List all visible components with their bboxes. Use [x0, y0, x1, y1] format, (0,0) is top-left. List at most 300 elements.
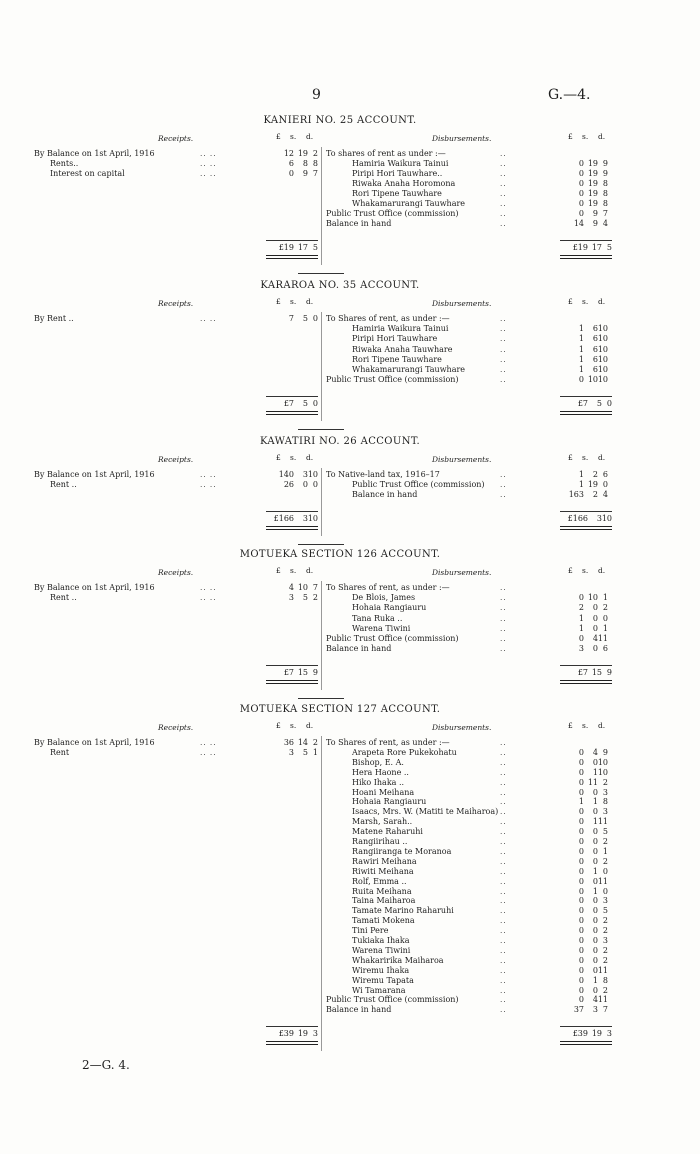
amount — [560, 593, 608, 603]
amount-pounds: 0 — [578, 375, 584, 385]
disbursement-label: Wiremu Ihaka — [352, 965, 410, 975]
disbursement-row — [0, 314, 700, 324]
amount — [560, 946, 608, 956]
disbursements-header: Disbursements. — [432, 299, 492, 308]
disbursement-label: Arapeta Rore Pukekohatu — [352, 747, 457, 757]
total-rule-left — [266, 396, 318, 397]
amount-pounds: 0 — [578, 955, 584, 965]
amount — [560, 738, 608, 748]
disbursement-row — [0, 490, 700, 500]
leader-dots: ․․ — [500, 867, 507, 876]
disbursement-row — [0, 887, 700, 897]
amount-pence: 11 — [597, 965, 608, 975]
amount — [560, 1005, 608, 1015]
leader-dots: ․․ — [500, 996, 507, 1005]
amount-pence: 2 — [602, 856, 608, 866]
amount — [560, 355, 608, 365]
amount-pounds: 0 — [578, 975, 584, 985]
double-rule-left — [266, 1041, 318, 1045]
leader-dots: ․․ — [500, 150, 507, 158]
amount-pounds: 3 — [288, 747, 294, 757]
amount — [560, 807, 608, 817]
disbursement-row — [0, 480, 700, 490]
disbursement-label: Riwaka Anaha Horomona — [352, 179, 456, 188]
pence-label: d. — [598, 132, 606, 141]
disbursement-row — [0, 209, 700, 219]
leader-dots: ․․ — [500, 170, 507, 178]
leader-dots: ․․ — [500, 758, 507, 767]
amount-pounds: 0 — [578, 827, 584, 837]
leader-dots: ․․ — [500, 808, 507, 817]
disbursement-row — [0, 797, 700, 807]
amount-pounds: 0 — [578, 817, 584, 827]
amount-pence: 3 — [606, 1029, 612, 1039]
amount-pounds: 1 — [578, 623, 584, 633]
disbursement-label: To Shares of rent, as under :— — [326, 583, 450, 592]
disbursements-header: Disbursements. — [432, 134, 492, 143]
disbursement-label: Whakaririka Maiharoa — [352, 955, 444, 965]
amount — [560, 490, 608, 500]
double-rule-right — [560, 411, 612, 415]
amount — [560, 634, 608, 644]
total-rule-right — [560, 511, 612, 512]
amount-shillings: 19 — [297, 1029, 308, 1039]
disbursement-label: Rangiirihau .. — [352, 837, 408, 846]
disbursement-row — [0, 896, 700, 906]
leader-dots: ․․ — [500, 976, 507, 985]
disbursement-row — [0, 169, 700, 179]
leader-dots: ․․ ․․ — [200, 481, 217, 489]
disbursement-row — [0, 593, 700, 603]
amount — [560, 243, 612, 253]
leader-dots: ․․ — [500, 828, 507, 837]
disbursement-label: Wiremu Tapata — [352, 975, 414, 985]
leader-dots: ․․ — [500, 966, 507, 975]
amount — [266, 514, 318, 524]
amount-pounds: 0 — [578, 189, 584, 198]
disbursement-row — [0, 966, 700, 976]
amount — [560, 614, 608, 624]
leader-dots: ․․ — [500, 200, 507, 208]
receipts-header: Receipts. — [158, 723, 194, 732]
disbursement-row — [0, 149, 700, 159]
pound-label: £ — [276, 566, 281, 575]
disbursement-row — [0, 936, 700, 946]
amount-pence: 10 — [597, 375, 608, 385]
amount — [560, 797, 608, 807]
amount — [560, 149, 608, 159]
disbursement-row — [0, 877, 700, 887]
total-rule-right — [560, 1026, 612, 1027]
disbursement-row — [0, 926, 700, 936]
amount-pence: 2 — [602, 603, 608, 613]
amount — [560, 365, 608, 375]
amount-shillings: 0 — [592, 807, 598, 817]
amount-pounds: £7 — [577, 668, 588, 678]
amount — [560, 887, 608, 897]
leader-dots: ․․ — [500, 325, 507, 334]
pound-label: £ — [568, 132, 573, 141]
total-rule-right — [560, 665, 612, 666]
pound-label: £ — [568, 721, 573, 730]
disbursement-label: Hohaia Rangiauru — [352, 797, 427, 807]
amount-shillings: 0 — [592, 906, 598, 916]
disbursement-row — [0, 758, 700, 768]
leader-dots: ․․ — [500, 838, 507, 846]
amount-pounds: 0 — [578, 199, 584, 208]
amount-pence: 0 — [602, 886, 608, 896]
disbursement-label: Taina Maiharoa — [352, 896, 416, 906]
leader-dots: ․․ — [500, 584, 507, 592]
leader-dots: ․․ — [500, 946, 507, 955]
receipt-label: By Balance on 1st April, 1916 — [34, 738, 155, 747]
disbursement-label: Rori Tipene Tauwhare — [352, 189, 442, 198]
disbursement-label: Rangiiranga te Moranoa — [352, 846, 452, 856]
disbursement-label: Rori Tipene Tauwhare — [352, 354, 442, 364]
disbursement-label: Hamiria Waikura Tainui — [352, 324, 449, 334]
amount-pounds: £39 — [278, 1029, 294, 1039]
amount-pence: 7 — [312, 169, 318, 178]
disbursement-row — [0, 817, 700, 827]
disbursement-row — [0, 807, 700, 817]
amount — [560, 768, 608, 778]
pence-label: d. — [598, 453, 606, 462]
amount-pounds: £166 — [273, 514, 294, 523]
amount-pence: 4 — [602, 490, 608, 499]
leader-dots: ․․ — [500, 768, 507, 777]
leader-dots: ․․ — [500, 624, 507, 633]
amount-pounds: 14 — [573, 219, 584, 228]
amount-pounds: 0 — [578, 837, 584, 846]
leader-dots: ․․ — [500, 180, 507, 188]
amount-pence: 11 — [597, 634, 608, 643]
account-title: MOTUEKA SECTION 126 ACCOUNT. — [239, 549, 441, 560]
disbursement-label: Hera Haone .. — [352, 767, 409, 777]
amount-pence: 10 — [307, 514, 318, 523]
amount-pounds: 3 — [288, 593, 294, 603]
disbursement-label: Piripi Hori Tauwhare.. — [352, 169, 443, 178]
amount-shillings: 6 — [592, 344, 598, 354]
amount-pounds: 1 — [578, 354, 584, 364]
amount-shillings: 6 — [592, 334, 598, 344]
amount-pence: 3 — [602, 787, 608, 797]
disbursement-label: Balance in hand — [326, 219, 392, 228]
leader-dots: ․․ — [500, 907, 507, 916]
leader-dots: ․․ — [500, 645, 507, 654]
amount-shillings: 1 — [592, 767, 598, 777]
amount-pounds: 1 — [578, 334, 584, 344]
leader-dots: ․․ — [500, 210, 507, 218]
disbursement-label: Matene Raharuhi — [352, 827, 423, 837]
amount-pounds: £7 — [283, 668, 294, 678]
amount-shillings: 19 — [587, 179, 598, 188]
disbursement-row — [0, 219, 700, 229]
disbursement-label: Public Trust Office (commission) — [326, 634, 459, 643]
leader-dots: ․․ — [500, 877, 507, 886]
amount — [560, 758, 608, 768]
total-row — [0, 668, 700, 678]
amount — [560, 778, 608, 788]
disbursements-header: Disbursements. — [432, 723, 492, 732]
double-rule-left — [266, 255, 318, 259]
receipt-label: Interest on capital — [50, 169, 125, 178]
amount-pounds: 0 — [578, 777, 584, 787]
amount-pounds: 0 — [578, 866, 584, 876]
amount-shillings: 5 — [596, 399, 602, 409]
shilling-label: s. — [290, 453, 297, 462]
amount-pounds: 6 — [288, 159, 294, 168]
amount-pence: 8 — [602, 179, 608, 188]
amount-shillings: 11 — [587, 777, 598, 787]
amount-pence: 10 — [597, 334, 608, 344]
amount-pence: 2 — [312, 593, 318, 603]
amount-pence: 2 — [312, 738, 318, 747]
amount-shillings: 0 — [592, 644, 598, 654]
amount-pounds: 0 — [578, 209, 584, 218]
amount-pounds: 1 — [578, 613, 584, 623]
leader-dots: ․․ — [500, 614, 507, 623]
amount-shillings: 0 — [592, 827, 598, 837]
amount-pounds: 0 — [578, 169, 584, 178]
section-separator — [298, 429, 344, 430]
amount-pounds: 0 — [578, 886, 584, 896]
amount-pounds: 3 — [578, 644, 584, 654]
amount-pounds: 0 — [578, 807, 584, 817]
amount-pence: 2 — [602, 916, 608, 926]
amount-pence: 1 — [602, 846, 608, 856]
disbursement-label: To Native-land tax, 1916–17 — [326, 470, 440, 479]
leader-dots: ․․ — [500, 847, 507, 856]
amount-shillings: 4 — [592, 995, 598, 1005]
amount-shillings: 10 — [297, 583, 308, 592]
disbursement-row — [0, 768, 700, 778]
amount — [560, 817, 608, 827]
amount-shillings: 8 — [302, 159, 308, 168]
amount — [560, 345, 608, 355]
amount — [560, 644, 608, 654]
disbursement-label: Warena Tiwini — [352, 945, 411, 955]
disbursement-label: Whakamarurangi Tauwhare — [352, 365, 466, 374]
account-title: KARAROA NO. 35 ACCOUNT. — [260, 280, 420, 291]
amount-shillings: 10 — [587, 593, 598, 603]
amount-pounds: £7 — [283, 399, 294, 409]
disbursement-label: Balance in hand — [352, 490, 418, 499]
amount — [560, 399, 612, 409]
amount-pence: 1 — [602, 593, 608, 603]
amount-pence: 3 — [602, 936, 608, 945]
disbursement-row — [0, 603, 700, 613]
disbursement-label: Wi Tamarana — [352, 985, 406, 995]
amount-shillings: 6 — [592, 324, 598, 334]
amount — [560, 470, 608, 480]
amount-shillings: 1 — [592, 817, 598, 827]
leader-dots: ․․ — [500, 739, 507, 747]
leader-dots: ․․ — [500, 937, 507, 945]
amount — [560, 847, 608, 857]
disbursement-label: Riwiti Meihana — [352, 866, 414, 876]
amount-pence: 8 — [602, 189, 608, 198]
amount-pence: 2 — [602, 777, 608, 787]
amount-pounds: 2 — [578, 603, 584, 613]
amount-shillings: 5 — [302, 399, 308, 409]
amount-pence: 9 — [312, 668, 318, 678]
receipt-label: Rent .. — [50, 593, 77, 603]
amount-shillings: 6 — [592, 354, 598, 364]
amount — [560, 986, 608, 996]
leader-dots: ․․ — [500, 1006, 507, 1015]
total-row — [0, 1029, 700, 1039]
amount-pounds: £19 — [572, 243, 588, 252]
disbursement-label: Warena Tiwini — [352, 623, 411, 633]
amount — [560, 480, 608, 490]
amount-shillings: 3 — [302, 514, 308, 523]
amount-pence: 0 — [312, 314, 318, 323]
disbursement-label: Balance in hand — [326, 1005, 392, 1015]
disbursement-row — [0, 916, 700, 926]
amount-pounds: 37 — [573, 1005, 584, 1015]
amount-pence: 2 — [602, 926, 608, 936]
disbursement-row — [0, 867, 700, 877]
amount-shillings: 0 — [592, 856, 598, 866]
disbursement-label: Public Trust Office (commission) — [352, 480, 485, 489]
shilling-label: s. — [290, 297, 297, 306]
double-rule-right — [560, 255, 612, 259]
amount-shillings: 14 — [297, 738, 308, 747]
amount-pence: 6 — [602, 470, 608, 479]
amount — [560, 583, 608, 593]
amount-shillings: 3 — [302, 470, 308, 479]
total-row — [0, 243, 700, 253]
disbursement-row — [0, 748, 700, 758]
disbursement-row — [0, 179, 700, 189]
amount — [560, 179, 608, 189]
disbursements-header: Disbursements. — [432, 568, 492, 577]
pound-label: £ — [568, 453, 573, 462]
leader-dots: ․․ ․․ — [200, 584, 217, 592]
amount-shillings: 9 — [592, 219, 598, 228]
double-rule-right — [560, 1041, 612, 1045]
amount-shillings: 15 — [297, 668, 308, 678]
disbursement-row — [0, 1005, 700, 1015]
amount-pence: 2 — [602, 955, 608, 965]
disbursement-row — [0, 614, 700, 624]
amount-pounds: 36 — [283, 738, 294, 747]
amount — [560, 837, 608, 847]
shilling-label: s. — [582, 566, 589, 575]
amount-pounds: 0 — [578, 985, 584, 995]
disbursement-row — [0, 159, 700, 169]
pence-label: d. — [598, 297, 606, 306]
total-row — [0, 399, 700, 409]
amount-shillings: 0 — [592, 603, 598, 613]
amount — [560, 514, 612, 524]
section-separator — [298, 544, 344, 545]
amount-shillings: 19 — [587, 189, 598, 198]
amount-pence: 5 — [602, 827, 608, 837]
amount — [560, 976, 608, 986]
shilling-label: s. — [582, 297, 589, 306]
amount-pounds: 1 — [578, 344, 584, 354]
amount-shillings: 0 — [592, 623, 598, 633]
amount — [560, 926, 608, 936]
amount-pounds: 0 — [578, 179, 584, 188]
footer-signature: 2—G. 4. — [82, 1058, 130, 1072]
amount-pence: 0 — [602, 480, 608, 489]
leader-dots: ․․ — [500, 335, 507, 344]
disbursement-label: To Shares of rent, as under :— — [326, 738, 450, 747]
amount-pounds: 0 — [578, 995, 584, 1005]
disbursement-row — [0, 956, 700, 966]
disbursement-row — [0, 644, 700, 654]
amount-shillings: 3 — [592, 1005, 598, 1015]
pence-label: d. — [598, 721, 606, 730]
amount-pence: 10 — [597, 354, 608, 364]
section-separator — [298, 698, 344, 699]
disbursement-row — [0, 375, 700, 385]
amount-shillings: 0 — [592, 613, 598, 623]
disbursement-row — [0, 827, 700, 837]
amount-pounds: 0 — [578, 787, 584, 797]
receipt-label: By Balance on 1st April, 1916 — [34, 149, 155, 158]
disbursement-row — [0, 847, 700, 857]
pence-label: d. — [306, 132, 314, 141]
amount-shillings: 19 — [587, 169, 598, 178]
disbursement-row — [0, 788, 700, 798]
pound-label: £ — [568, 566, 573, 575]
disbursement-label: Hoani Meihana — [352, 787, 415, 797]
amount-pounds: £7 — [577, 399, 588, 409]
leader-dots: ․․ — [500, 798, 507, 807]
amount-pence: 2 — [312, 149, 318, 158]
amount — [560, 827, 608, 837]
disbursement-row — [0, 624, 700, 634]
amount-shillings: 2 — [592, 490, 598, 499]
double-rule-left — [266, 680, 318, 684]
amount-pence: 5 — [606, 243, 612, 252]
amount-shillings: 19 — [297, 149, 308, 158]
disbursement-label: Tana Ruka .. — [352, 613, 403, 623]
amount-shillings: 19 — [591, 1029, 602, 1039]
amount-pounds: 0 — [578, 757, 584, 767]
disbursement-label: Marsh, Sarah.. — [352, 817, 413, 827]
receipt-label: Rent .. — [50, 480, 77, 489]
amount-shillings: 0 — [592, 787, 598, 797]
receipt-label: Rent — [50, 747, 70, 757]
amount — [560, 857, 608, 867]
amount-shillings: 9 — [302, 169, 308, 178]
leader-dots: ․․ — [500, 917, 507, 926]
page-number: 9 — [312, 87, 321, 103]
amount-pounds: 0 — [578, 926, 584, 936]
amount — [560, 916, 608, 926]
amount — [266, 1029, 318, 1039]
amount-shillings: 15 — [591, 668, 602, 678]
amount-pence: 0 — [312, 399, 318, 409]
amount-shillings: 0 — [592, 945, 598, 955]
total-rule-left — [266, 511, 318, 512]
amount-pence: 7 — [312, 583, 318, 592]
amount-shillings: 0 — [592, 955, 598, 965]
amount — [560, 324, 608, 334]
amount — [560, 199, 608, 209]
leader-dots: ․․ ․․ — [200, 150, 217, 158]
disbursement-label: Tukiaka Ihaka — [352, 936, 410, 945]
amount-pounds: 0 — [578, 159, 584, 168]
leader-dots: ․․ — [500, 345, 507, 354]
amount-pounds: 0 — [578, 916, 584, 926]
amount-pounds: 0 — [578, 593, 584, 603]
amount-pence: 5 — [312, 243, 318, 252]
